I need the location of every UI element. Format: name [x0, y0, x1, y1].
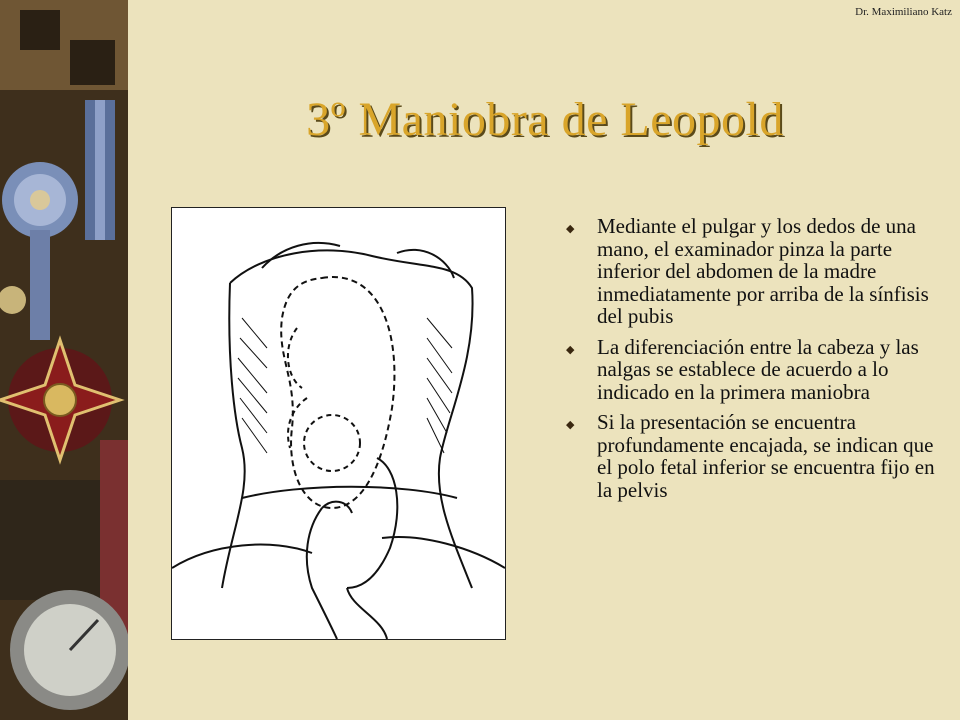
diamond-bullet-icon: ◆	[566, 419, 575, 431]
list-item	[566, 215, 946, 328]
author-credit: Dr. Maximiliano Katz	[855, 6, 952, 18]
diamond-bullet-icon: ◆	[566, 223, 575, 235]
bullet-list	[566, 215, 946, 509]
list-item	[566, 336, 946, 404]
bullet-text: Si la presentación se encuentra profundamente encajada, se indican que el polo fetal inferior se encuentra fijo en la pelvis	[597, 410, 935, 502]
abdomen-hand-drawing	[172, 208, 505, 639]
slide-title: 3º Maniobra de Leopold	[306, 93, 784, 146]
diamond-bullet-icon: ◆	[566, 343, 575, 356]
leopold-maneuver-illustration	[171, 207, 506, 640]
list-item	[566, 411, 946, 501]
bullet-text: La diferenciación entre la cabeza y las nalgas se establece de acuerdo a lo indicado en la primera maniobra	[597, 334, 919, 404]
bullet-text: Mediante el pulgar y los dedos de una mano, el examinador pinza la parte inferior del abdomen de la madre inmediatamente por arriba de la sínfisis del pubis	[597, 214, 929, 328]
